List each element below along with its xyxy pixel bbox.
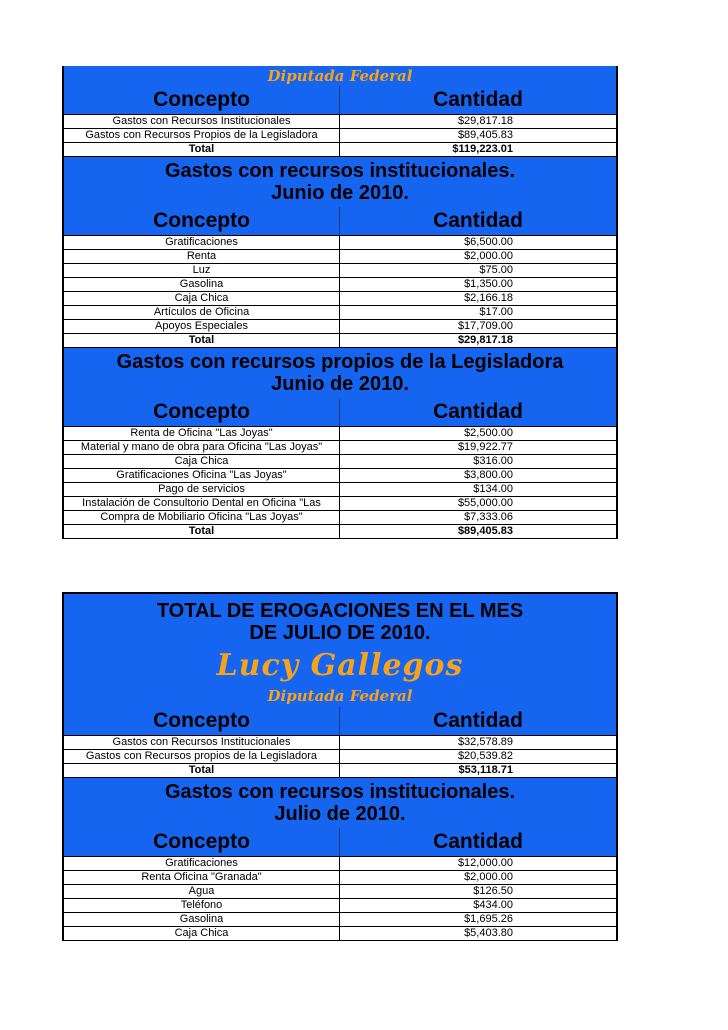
cantidad-cell: $55,000.00 (457, 497, 513, 509)
cantidad-cell-wrap (340, 427, 616, 440)
cantidad-cell: $53,118.71 (458, 764, 513, 776)
section-subtitle: Junio de 2010. (271, 182, 409, 204)
concepto-cell: Gastos con Recursos Institucionales (64, 115, 340, 128)
cantidad-cell: $1,350.00 (464, 278, 513, 290)
cantidad-cell: $29,817.18 (457, 115, 513, 127)
july-institucionales-title (64, 778, 616, 828)
diputada-federal-label: Diputada Federal (64, 685, 616, 707)
concepto-cell: Renta Oficina "Granada" (64, 871, 340, 884)
cantidad-cell-wrap (340, 236, 616, 249)
cantidad-cell: $2,500.00 (464, 427, 513, 439)
concepto-cell: Teléfono (64, 899, 340, 912)
cantidad-cell: $89,405.83 (457, 129, 513, 141)
report-title: TOTAL DE EROGACIONES EN EL MES (156, 600, 524, 622)
section-subtitle: Julio de 2010. (274, 803, 406, 825)
table-row (64, 250, 616, 264)
cantidad-cell-wrap (340, 455, 616, 468)
concepto-cell: Total (64, 334, 340, 347)
concepto-cell: Artículos de Oficina (64, 306, 340, 319)
june-propios-rows (64, 427, 616, 539)
propios-header (64, 398, 616, 427)
july-report-sheet (62, 592, 618, 941)
cantidad-cell-wrap (340, 115, 616, 128)
summary-header (64, 707, 616, 736)
cantidad-cell-wrap (340, 857, 616, 870)
table-row (64, 441, 616, 455)
cantidad-cell-wrap (340, 871, 616, 884)
concepto-cell: Gratificaciones Oficina "Las Joyas" (64, 469, 340, 482)
table-row (64, 736, 616, 750)
cantidad-cell-wrap (340, 899, 616, 912)
concepto-cell: Gastos con Recursos Propios de la Legisladora (64, 129, 340, 142)
concepto-cell: Gratificaciones (64, 857, 340, 870)
table-row (64, 469, 616, 483)
concepto-header: Concepto (64, 398, 340, 426)
cantidad-cell-wrap (340, 511, 616, 524)
section-title: Gastos con recursos propios de la Legisladora (116, 351, 564, 373)
table-row (64, 320, 616, 334)
table-row (64, 871, 616, 885)
cantidad-cell-wrap (340, 278, 616, 291)
cantidad-cell-wrap (340, 320, 616, 333)
table-row (64, 750, 616, 764)
cantidad-cell: $316.00 (473, 455, 513, 467)
june-summary-rows (64, 115, 616, 157)
cantidad-cell-wrap (340, 764, 616, 777)
concepto-header: Concepto (64, 86, 340, 114)
cantidad-cell-wrap (340, 497, 616, 510)
concepto-header: Concepto (64, 707, 340, 735)
july-institucionales-rows (64, 857, 616, 941)
june-institucionales-title (64, 157, 616, 207)
cantidad-cell: $2,000.00 (464, 250, 513, 262)
concepto-cell: Agua (64, 885, 340, 898)
cantidad-cell: $75.00 (479, 264, 513, 276)
cantidad-cell-wrap (340, 736, 616, 749)
concepto-cell: Caja Chica (64, 455, 340, 468)
cantidad-header: Cantidad (433, 400, 523, 423)
cantidad-cell: $126.50 (473, 885, 513, 897)
cantidad-cell-wrap (340, 483, 616, 496)
cantidad-cell: $19,922.77 (457, 441, 513, 453)
table-row (64, 264, 616, 278)
cantidad-cell: $20,539.82 (457, 750, 513, 762)
table-row (64, 115, 616, 129)
table-row (64, 306, 616, 320)
cantidad-cell: $29,817.18 (457, 334, 513, 346)
concepto-cell: Total (64, 143, 340, 156)
section-subtitle: Junio de 2010. (271, 373, 409, 395)
cantidad-header: Cantidad (433, 209, 523, 232)
table-row (64, 278, 616, 292)
table-row (64, 483, 616, 497)
table-row (64, 913, 616, 927)
concepto-cell: Gastos con Recursos propios de la Legisladora (64, 750, 340, 763)
cantidad-cell-wrap (340, 334, 616, 347)
concepto-cell: Renta (64, 250, 340, 263)
total-row (64, 143, 616, 157)
total-row (64, 525, 616, 539)
cantidad-cell-wrap (340, 913, 616, 926)
cantidad-cell: $12,000.00 (457, 857, 513, 869)
table-row (64, 511, 616, 525)
concepto-cell: Total (64, 525, 340, 538)
table-row (64, 857, 616, 871)
cantidad-cell-wrap (340, 927, 616, 940)
concepto-cell: Pago de servicios (64, 483, 340, 496)
institucionales-header (64, 828, 616, 857)
cantidad-cell-wrap (340, 750, 616, 763)
cantidad-cell: $5,403.80 (464, 927, 513, 939)
cantidad-cell-wrap (340, 525, 616, 538)
cantidad-cell: $32,578.89 (457, 736, 513, 748)
concepto-cell: Renta de Oficina "Las Joyas" (64, 427, 340, 440)
cantidad-cell-wrap (340, 885, 616, 898)
diputada-federal-label: Diputada Federal (64, 66, 616, 86)
cantidad-header: Cantidad (433, 830, 523, 853)
cantidad-cell-wrap (340, 306, 616, 319)
cantidad-cell-wrap (340, 441, 616, 454)
concepto-cell: Luz (64, 264, 340, 277)
concepto-cell: Instalación de Consultorio Dental en Oficina "Las (64, 497, 340, 510)
cantidad-cell: $119,223.01 (452, 143, 513, 155)
cantidad-cell-wrap (340, 250, 616, 263)
concepto-header: Concepto (64, 828, 340, 856)
legisladora-name: Lucy Gallegos (64, 647, 616, 685)
section-title: Gastos con recursos institucionales. (164, 160, 516, 182)
table-row (64, 236, 616, 250)
concepto-cell: Total (64, 764, 340, 777)
section-title: Gastos con recursos institucionales. (164, 781, 516, 803)
cantidad-cell-wrap (340, 129, 616, 142)
cantidad-cell: $17.00 (479, 306, 513, 318)
table-row (64, 427, 616, 441)
table-row (64, 292, 616, 306)
cantidad-header: Cantidad (433, 88, 523, 111)
cantidad-cell-wrap (340, 264, 616, 277)
june-propios-title (64, 348, 616, 398)
cantidad-header: Cantidad (433, 709, 523, 732)
table-row (64, 927, 616, 941)
concepto-cell: Material y mano de obra para Oficina "Las Joyas" (64, 441, 340, 454)
cantidad-cell-wrap (340, 292, 616, 305)
cantidad-cell: $7,333.06 (464, 511, 513, 523)
cantidad-cell: $434.00 (473, 899, 513, 911)
total-row (64, 334, 616, 348)
cantidad-cell: $6,500.00 (464, 236, 513, 248)
table-row (64, 885, 616, 899)
concepto-cell: Gasolina (64, 278, 340, 291)
cantidad-cell-wrap (340, 469, 616, 482)
report-subtitle: DE JULIO DE 2010. (249, 622, 431, 644)
cantidad-cell-wrap (340, 143, 616, 156)
concepto-cell: Gastos con Recursos Institucionales (64, 736, 340, 749)
table-row (64, 129, 616, 143)
table-row (64, 455, 616, 469)
table-row (64, 497, 616, 511)
cantidad-cell: $134.00 (473, 483, 513, 495)
institucionales-header (64, 207, 616, 236)
summary-header (64, 86, 616, 115)
cantidad-cell: $89,405.83 (457, 525, 513, 537)
july-total-title (64, 594, 616, 647)
concepto-cell: Caja Chica (64, 927, 340, 940)
cantidad-cell: $2,000.00 (464, 871, 513, 883)
concepto-cell: Compra de Mobiliario Oficina "Las Joyas" (64, 511, 340, 524)
cantidad-cell: $17,709.00 (457, 320, 513, 332)
table-row (64, 899, 616, 913)
cantidad-cell: $1,695.26 (464, 913, 513, 925)
concepto-cell: Caja Chica (64, 292, 340, 305)
june-report-sheet (62, 66, 618, 539)
june-institucionales-rows (64, 236, 616, 348)
cantidad-cell: $3,800.00 (464, 469, 513, 481)
cantidad-cell: $2,166.18 (464, 292, 513, 304)
total-row (64, 764, 616, 778)
concepto-cell: Gasolina (64, 913, 340, 926)
concepto-cell: Gratificaciones (64, 236, 340, 249)
concepto-header: Concepto (64, 207, 340, 235)
concepto-cell: Apoyos Especiales (64, 320, 340, 333)
july-summary-rows (64, 736, 616, 778)
